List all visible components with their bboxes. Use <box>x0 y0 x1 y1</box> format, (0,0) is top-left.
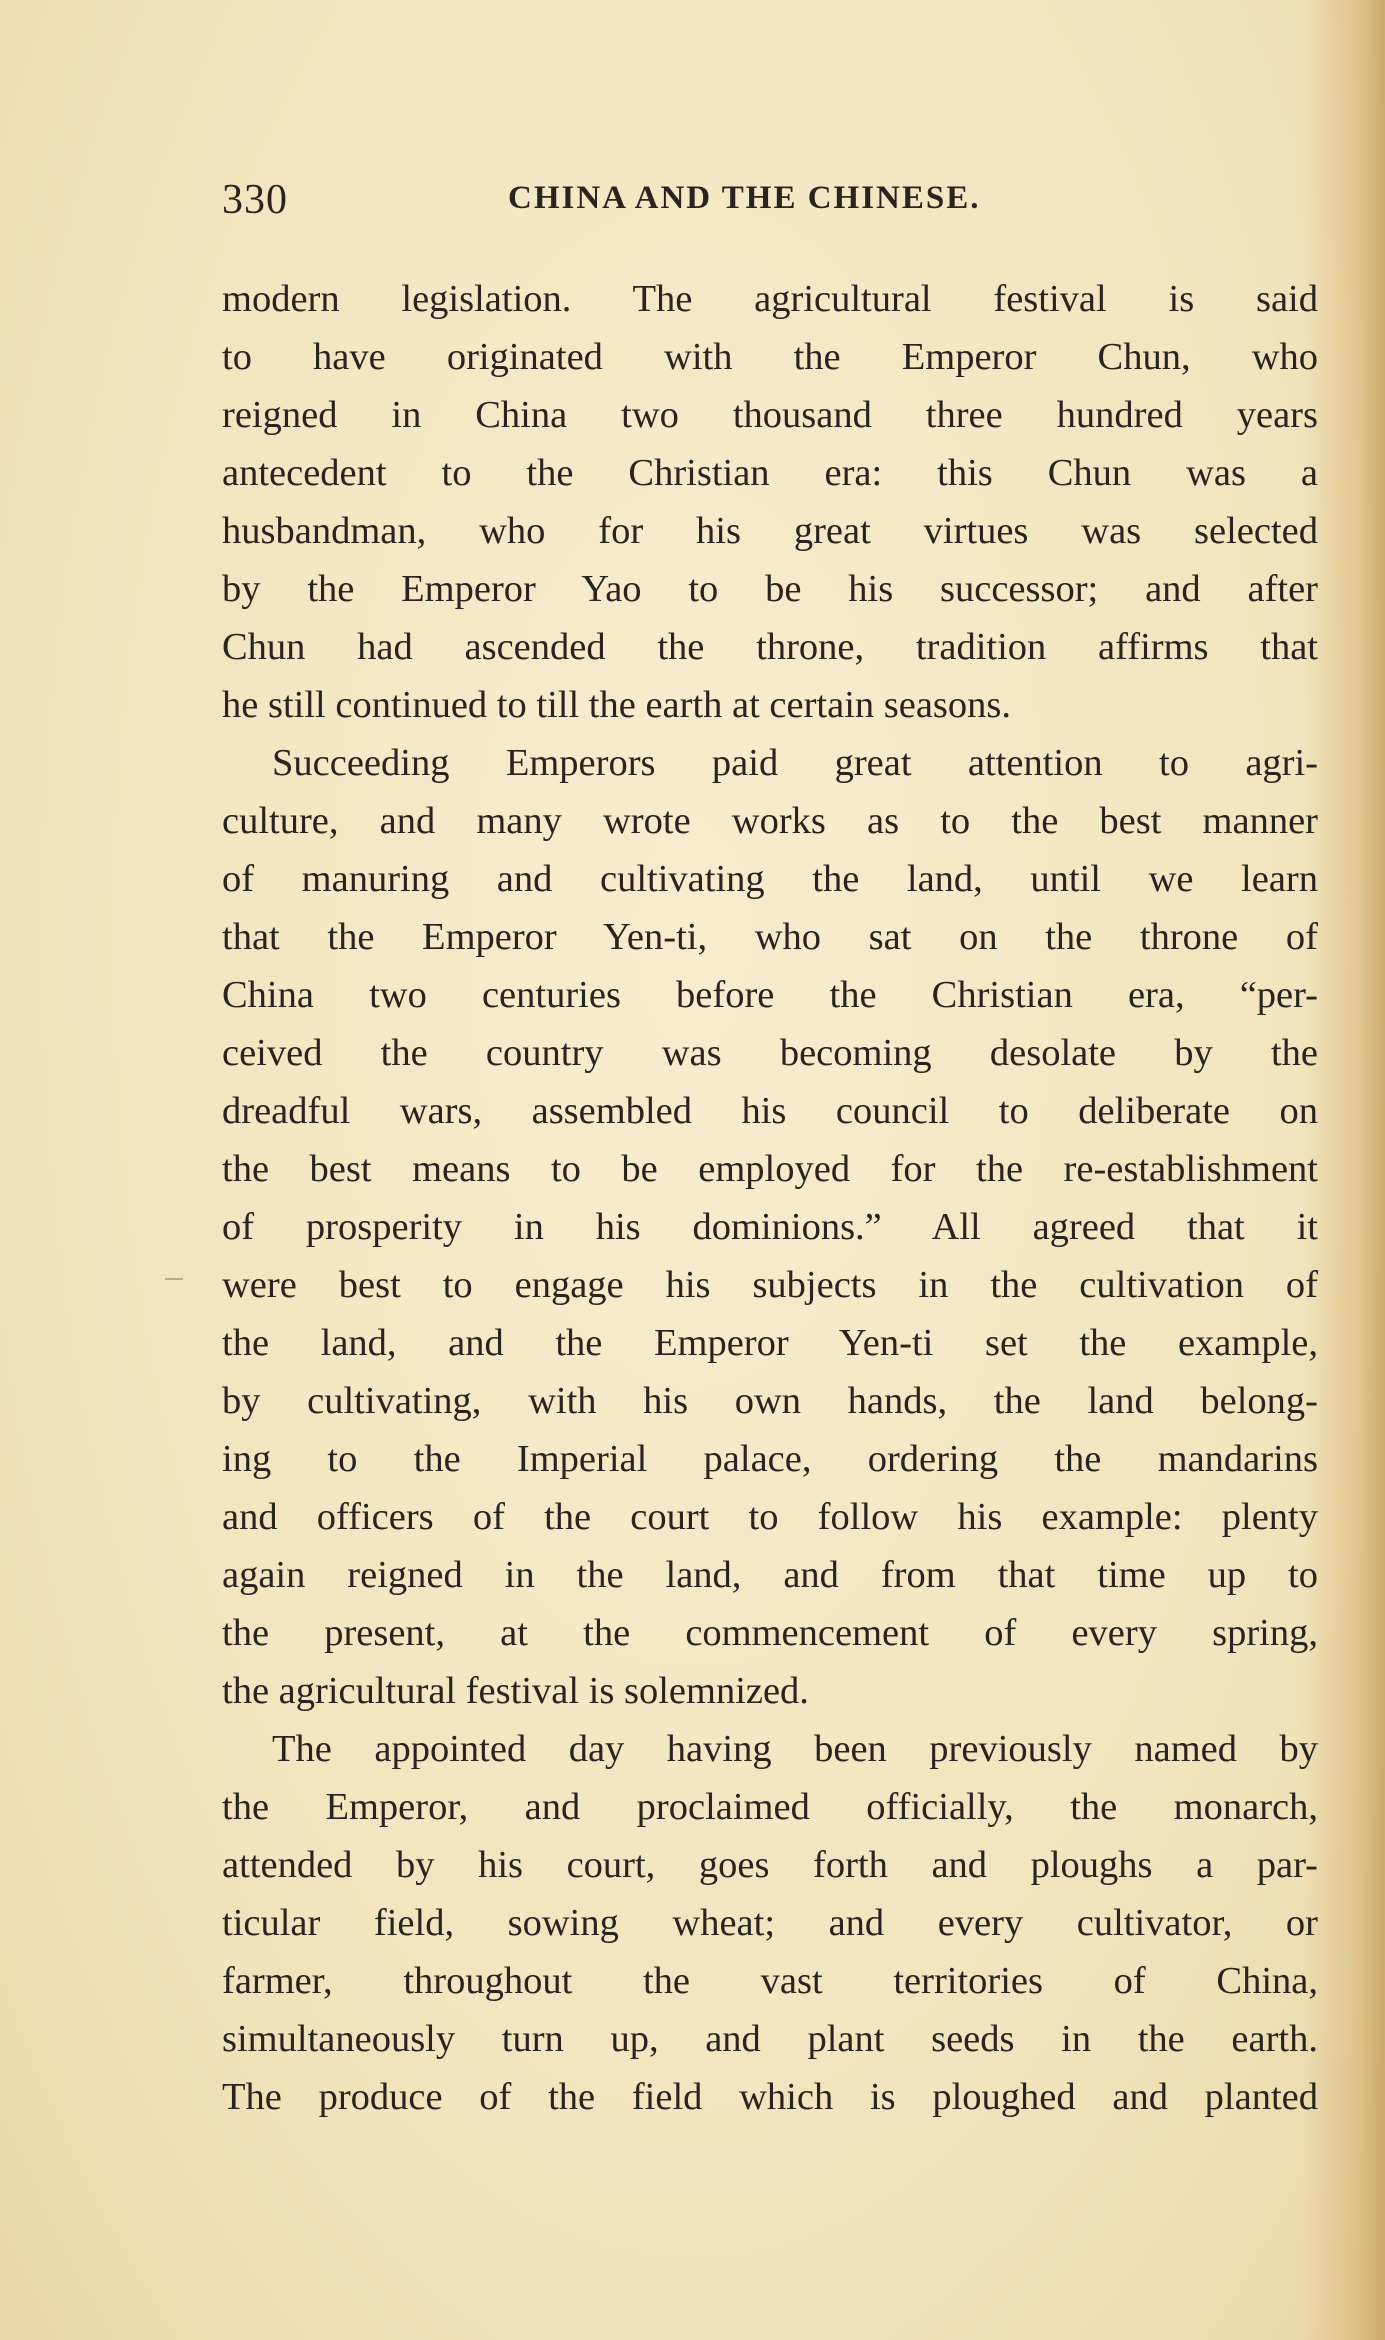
text-line: the present, at the commencement of every spring, <box>222 1612 1318 1654</box>
text-line: the land, and the Emperor Yen-ti set the example, <box>222 1322 1318 1364</box>
text-line: the Emperor, and proclaimed officially, the monarch, <box>222 1786 1318 1828</box>
margin-mark <box>165 1278 183 1280</box>
text-line: simultaneously turn up, and plant seeds in the earth. <box>222 2018 1318 2060</box>
running-title: CHINA AND THE CHINESE. <box>508 180 981 216</box>
running-head <box>222 176 1072 232</box>
text-line: that the Emperor Yen-ti, who sat on the throne of <box>222 916 1318 958</box>
text-line: were best to engage his subjects in the cultivation of <box>222 1264 1318 1306</box>
text-line: to have originated with the Emperor Chun, who <box>222 336 1318 378</box>
page-number: 330 <box>222 177 288 223</box>
text-line: ceived the country was becoming desolate by the <box>222 1032 1318 1074</box>
text-line: again reigned in the land, and from that time up to <box>222 1554 1318 1596</box>
text-line: ing to the Imperial palace, ordering the mandarins <box>222 1438 1318 1480</box>
text-line: culture, and many wrote works as to the best manner <box>222 800 1318 842</box>
text-line: The appointed day having been previously named by <box>272 1728 1318 1770</box>
text-line: husbandman, who for his great virtues was selected <box>222 510 1318 552</box>
text-line: he still continued to till the earth at certain seasons. <box>222 684 1012 726</box>
text-line: farmer, throughout the vast territories of China, <box>222 1960 1318 2002</box>
text-line: dreadful wars, assembled his council to deliberate on <box>222 1090 1318 1132</box>
text-line: modern legislation. The agricultural festival is said <box>222 278 1318 320</box>
body-text <box>222 270 1318 2126</box>
text-line: attended by his court, goes forth and ploughs a par- <box>222 1844 1318 1886</box>
text-line: the best means to be employed for the re-establishment <box>222 1148 1318 1190</box>
text-line: Chun had ascended the throne, tradition affirms that <box>222 626 1318 668</box>
text-line: ticular field, sowing wheat; and every cultivator, or <box>222 1902 1318 1944</box>
text-line: by cultivating, with his own hands, the land belong- <box>222 1380 1318 1422</box>
text-line: of prosperity in his dominions.” All agreed that it <box>222 1206 1318 1248</box>
text-line: the agricultural festival is solemnized. <box>222 1670 809 1712</box>
text-line: and officers of the court to follow his example: plenty <box>222 1496 1318 1538</box>
text-line: The produce of the field which is ploughed and planted <box>222 2076 1318 2118</box>
text-line: Succeeding Emperors paid great attention to agri- <box>272 742 1318 784</box>
text-line: reigned in China two thousand three hundred years <box>222 394 1318 436</box>
text-line: antecedent to the Christian era: this Chun was a <box>222 452 1318 494</box>
text-line: China two centuries before the Christian era, “per- <box>222 974 1318 1016</box>
text-line: by the Emperor Yao to be his successor; and after <box>222 568 1318 610</box>
text-line: of manuring and cultivating the land, until we learn <box>222 858 1318 900</box>
